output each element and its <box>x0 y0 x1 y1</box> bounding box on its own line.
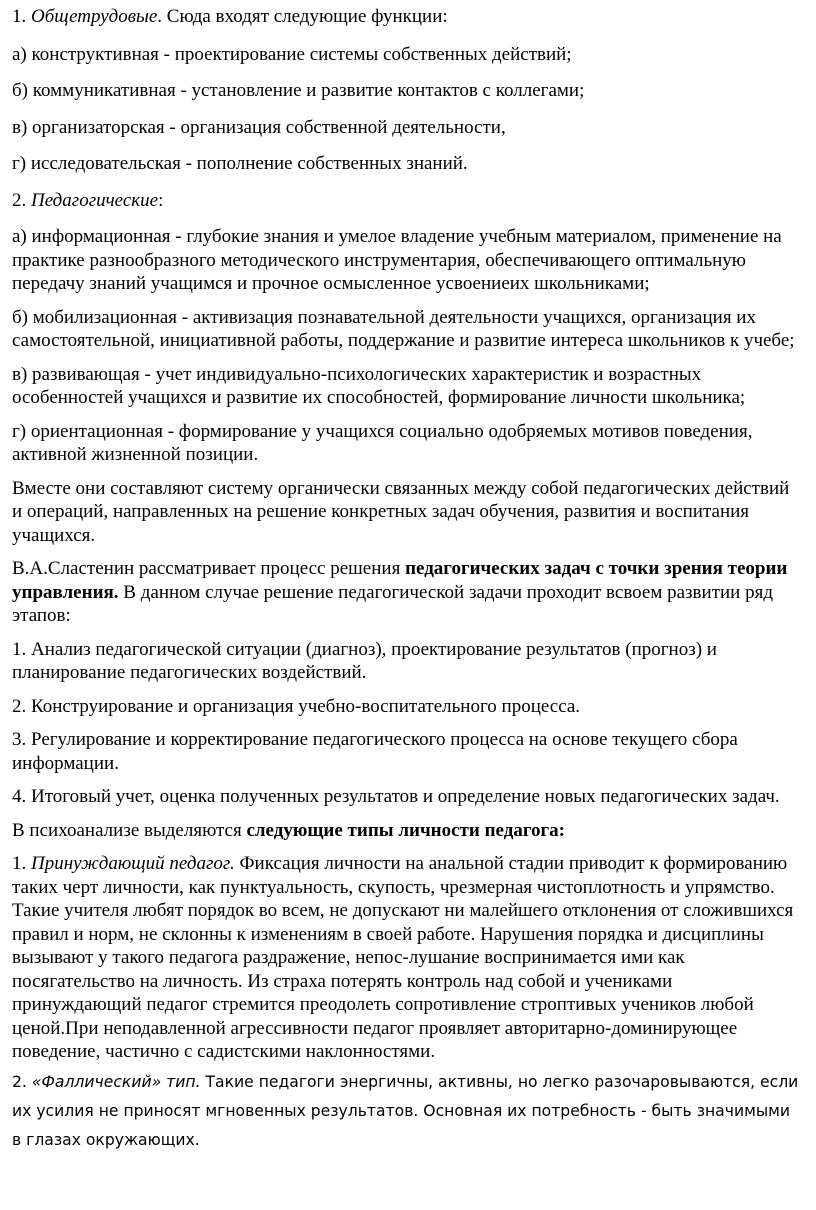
paragraph-coercive-teacher: 1. Принуждающий педагог. Фиксация личности на анальной стадии приводит к формированию таких черт личности, как пунктуальность, скупость, чрезмерная чистоплотность и упрямство. Такие учителя любят порядок во всем, не допускают ни малейшего отклонения от сложившихся правил и норм, не склонны к изменениям в своей работе. Нарушения порядка и дисциплины вызывают у такого педагога раздражение, непос-лушание воспринимается ими как посягательство на личность. Из страха потерять контроль над собой и учениками принуждающий педагог стремится преодолеть сопротивление строптивых учеников любой ценой.При неподавленной агрессивности педагог проявляет авторитарно-доминирующее поведение, частично с садистскими наклонностями. <box>12 853 794 1062</box>
paragraph-stage-4: 4. Итоговый учет, оценка полученных результатов и определение новых педагогических задач. <box>12 786 780 807</box>
paragraph-stage-2: 2. Конструирование и организация учебно-воспитательного процесса. <box>12 695 581 717</box>
paragraph-informational: а) информационная - глубокие знания и умелое владение учебным материалом, применение на практике разнообразного методического инструментария, обеспечивающего оптимальную передачу знаний учащимся и прочное осмысленное усвоениеих школьниками; <box>12 226 782 294</box>
paragraph-slastenin: В.А.Сластенин рассматривает процесс решения педагогических задач с точки зрения теории управления. В данном случае решение педагогической задачи проходит всвоем развитии ряд этапов: <box>12 558 788 626</box>
paragraph-stage-3: 3. Регулирование и корректирование педагогического процесса на основе текущего сбора информации. <box>12 729 738 774</box>
paragraph-psychoanalysis-types: В психоанализе выделяются следующие типы личности педагога: <box>12 819 565 841</box>
paragraph-stage-1: 1. Анализ педагогической ситуации (диагноз), проектирование результатов (прогноз) и планирование педагогических воздействий. <box>12 638 717 683</box>
document-page <box>12 0 804 1155</box>
paragraph-developmental: в) развивающая - учет индивидуально-психологических характеристик и возрастных особенностей учащихся и развитие их способностей, формирование личности школьника; <box>12 363 746 408</box>
paragraph-organizational: в) организаторская - организация собственной деятельности, <box>12 116 506 138</box>
paragraph-general-labor-heading: 1. Общетрудовые. Сюда входят следующие функции: <box>12 6 448 27</box>
paragraph-phallic-type: 2. «Фаллический» тип. Такие педагоги энергичны, активны, но легко разочаровываются, если их усилия не приносят мгновенных результатов. Основная их потребность - быть значимыми в глазах окружающих. <box>12 1072 799 1149</box>
paragraph-mobilizational: б) мобилизационная - активизация познавательной деятельности учащихся, организация их самостоятельной, инициативной работы, поддержание и развитие интереса школьников к учебе; <box>12 306 795 351</box>
paragraph-research: г) исследовательская - пополнение собственных знаний. <box>12 153 468 174</box>
paragraph-system-summary: Вместе они составляют систему органически связанных между собой педагогических действий и операций, направленных на решение конкретных задач обучения, развития и воспитания учащихся. <box>12 477 790 546</box>
paragraph-constructive: а) конструктивная - проектирование системы собственных действий; <box>12 43 572 65</box>
paragraph-communicative: б) коммуникативная - установление и развитие контактов с коллегами; <box>12 80 585 101</box>
paragraph-pedagogical-heading: 2. Педагогические: <box>12 189 164 211</box>
paragraph-orientational: г) ориентационная - формирование у учащихся социально одобряемых мотивов поведения, активной жизненной позиции. <box>12 420 753 465</box>
